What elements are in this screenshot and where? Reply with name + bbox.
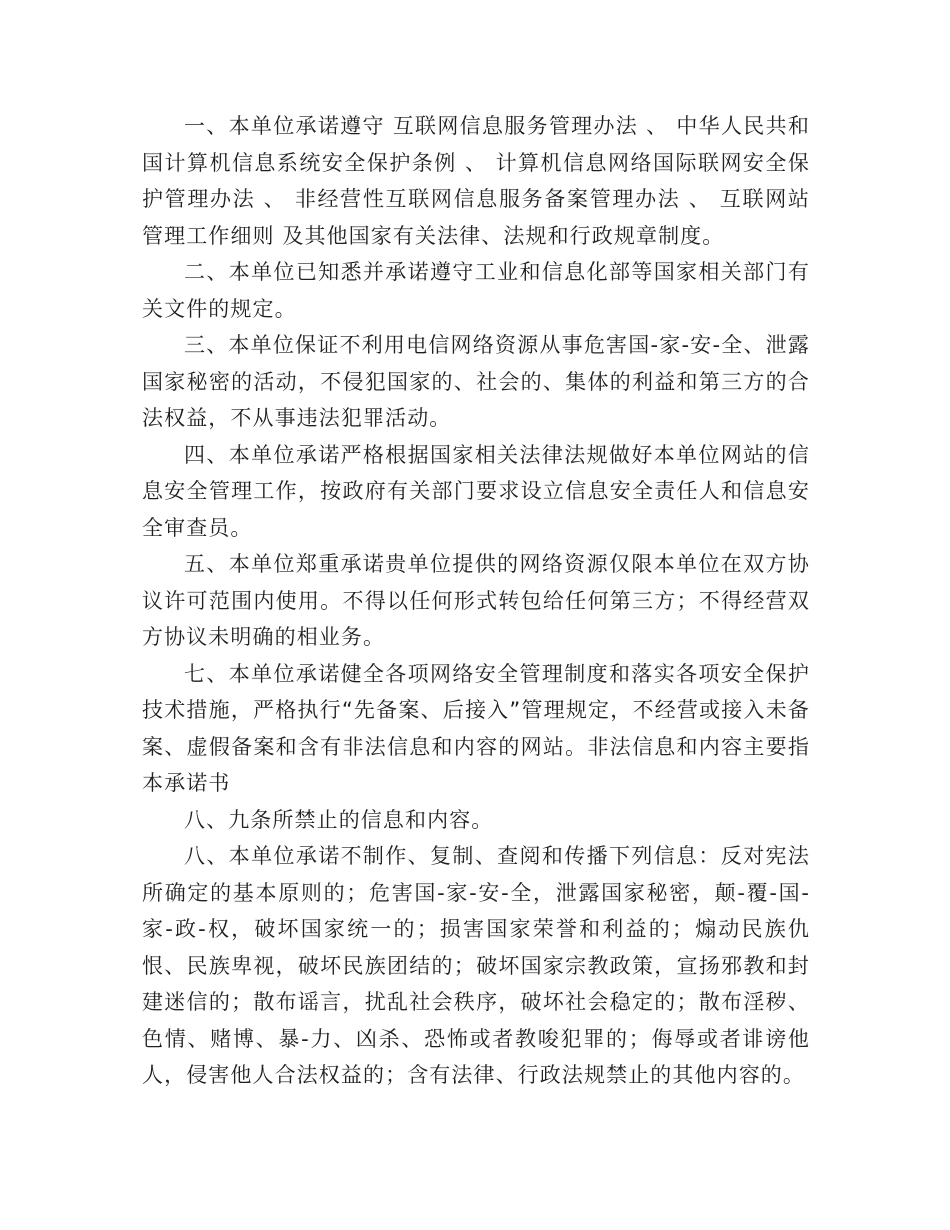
paragraph-4: 四、本单位承诺严格根据国家相关法律法规做好本单位网站的信息安全管理工作，按政府有关部门要求设立信息安全责任人和信息安全审查员。: [142, 442, 810, 540]
paragraph-3: 三、本单位保证不利用电信网络资源从事危害国-家-安-全、泄露国家秘密的活动，不侵犯国家的、社会的、集体的利益和第三方的合法权益，不从事违法犯罪活动。: [142, 333, 810, 430]
paragraph-1: 一、本单位承诺遵守 互联网信息服务管理办法 、 中华人民共和国计算机信息系统安全保护条例 、 计算机信息网络国际联网安全保护管理办法 、 非经营性互联网信息服务备案管理办法 、 互联网站管理工作细则 及其他国家有关法律、法规和行政规章制度。: [142, 114, 810, 248]
paragraph-5: 五、本单位郑重承诺贵单位提供的网络资源仅限本单位在双方协议许可范围内使用。不得以任何形式转包给任何第三方；不得经营双方协议未明确的相业务。: [142, 552, 810, 649]
paragraph-7: 八、九条所禁止的信息和内容。: [184, 807, 494, 832]
document-body: [142, 108, 810, 1094]
paragraph-2: 二、本单位已知悉并承诺遵守工业和信息化部等国家相关部门有关文件的规定。: [142, 260, 810, 321]
paragraph-8: 八、本单位承诺不制作、复制、查阅和传播下列信息：反对宪法所确定的基本原则的；危害国-家-安-全，泄露国家秘密，颠-覆-国-家-政-权，破坏国家统一的；损害国家荣誉和利益的；煽动民族仇恨、民族卑视，破坏民族团结的；破坏国家宗教政策，宣扬邪教和封建迷信的；散布谣言，扰乱社会秩序，破坏社会稳定的；散布淫秽、色情、赌博、暴-力、凶杀、恐怖或者教唆犯罪的；侮辱或者诽谤他人，侵害他人合法权益的；含有法律、行政法规禁止的其他内容的。: [142, 844, 810, 1087]
paragraph-6: 七、本单位承诺健全各项网络安全管理制度和落实各项安全保护技术措施，严格执行“先备案、后接入”管理规定，不经营或接入未备案、虚假备案和含有非法信息和内容的网站。非法信息和内容主要指本承诺书: [142, 661, 810, 795]
